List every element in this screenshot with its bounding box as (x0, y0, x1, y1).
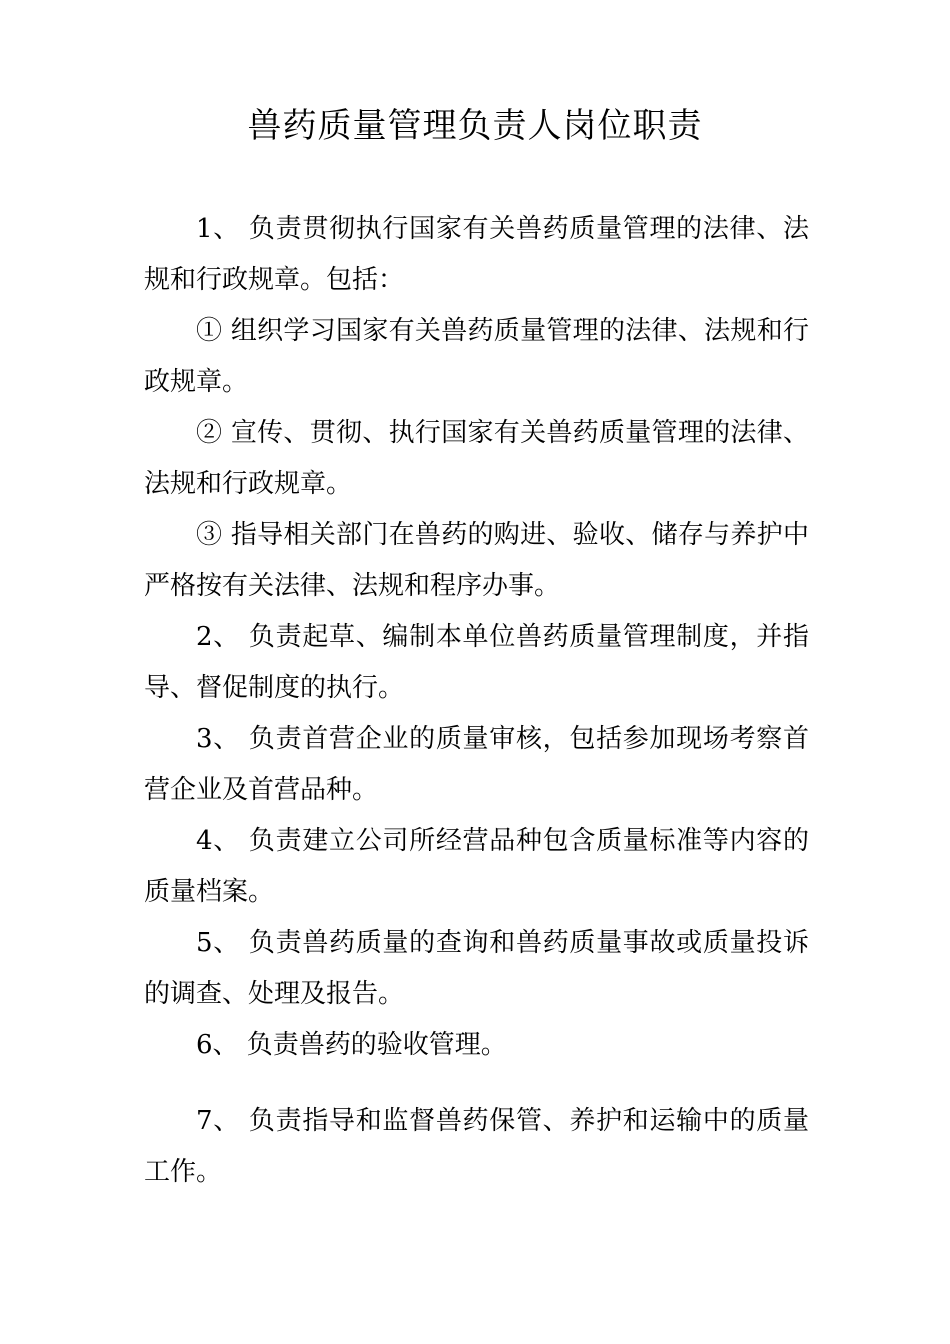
paragraph-1-item-1: ① 组织学习国家有关兽药质量管理的法律、法规和行政规章。 (144, 316, 809, 397)
paragraph-1: 1、 负责贯彻执行国家有关兽药质量管理的法律、法规和行政规章。包括： (144, 214, 809, 295)
paragraph-7: 7、 负责指导和监督兽药保管、养护和运输中的质量工作。 (144, 1106, 809, 1187)
paragraph-5: 5、 负责兽药质量的查询和兽药质量事故或质量投诉的调查、处理及报告。 (144, 928, 809, 1009)
paragraph-3: 3、 负责首营企业的质量审核，包括参加现场考察首营企业及首营品种。 (144, 724, 809, 805)
paragraph-6: 6、 负责兽药的验收管理。 (196, 1030, 507, 1060)
paragraph-4: 4、 负责建立公司所经营品种包含质量标准等内容的质量档案。 (144, 826, 809, 907)
document-body (144, 204, 809, 1198)
paragraph-2: 2、 负责起草、编制本单位兽药质量管理制度，并指导、督促制度的执行。 (144, 622, 809, 703)
paragraph-1-item-3: ③ 指导相关部门在兽药的购进、验收、储存与养护中严格按有关法律、法规和程序办事。 (144, 520, 809, 601)
document-title: 兽药质量管理负责人岗位职责 (247, 106, 703, 146)
paragraph-1-item-2: ② 宣传、贯彻、执行国家有关兽药质量管理的法律、法规和行政规章。 (144, 418, 809, 499)
